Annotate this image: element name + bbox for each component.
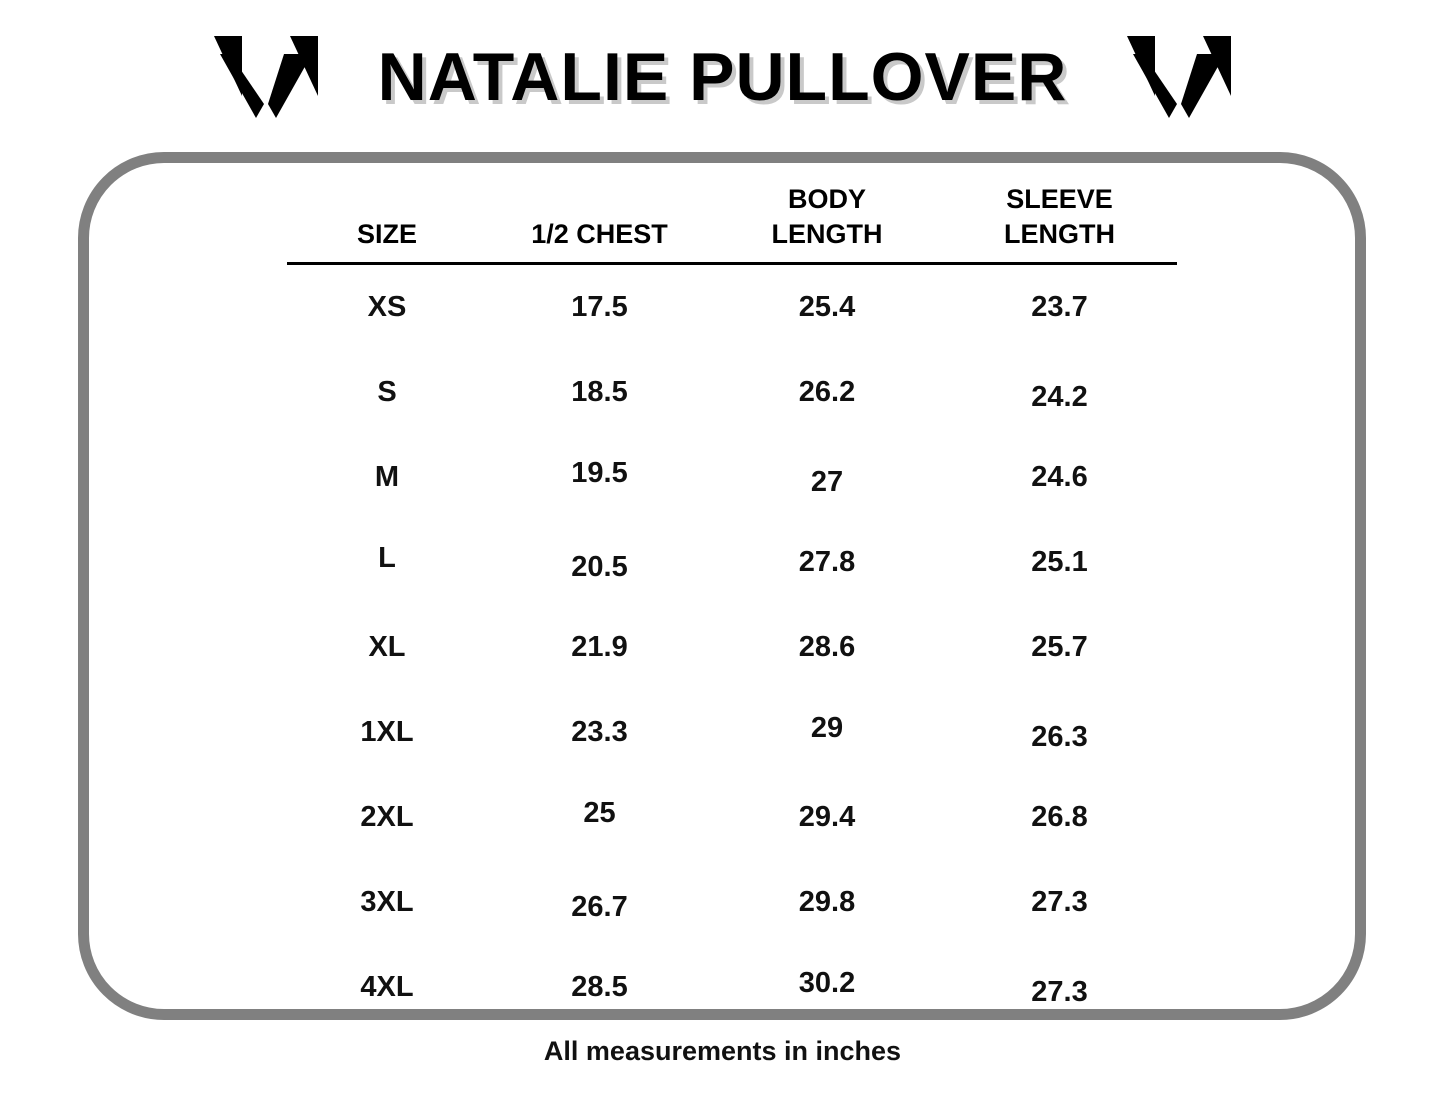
cell-body-length: 29.8 [798, 886, 856, 919]
column-header-body-length [712, 182, 942, 264]
cell-size: L [378, 542, 396, 575]
cell-body-length: 29 [810, 712, 844, 745]
column-header-size [287, 182, 487, 264]
cell-half-chest: 17.5 [571, 291, 628, 324]
cell-sleeve-length: 26.3 [1031, 721, 1088, 754]
page-title: NATALIE PULLOVER [377, 39, 1068, 115]
column-header-body-length-line-1: BODY [787, 184, 866, 214]
cell-sleeve-length: 27.3 [1031, 886, 1088, 919]
table-row [287, 945, 1177, 1030]
column-header-sleeve-length-line-1: SLEEVE [1006, 184, 1113, 214]
column-header-body-length-line-2: LENGTH [771, 219, 883, 250]
cell-sleeve-length: 25.7 [1031, 631, 1088, 664]
cell-sleeve-length: 25.1 [1031, 546, 1088, 579]
cell-body-length: 28.6 [798, 631, 856, 664]
cell-size: 3XL [360, 886, 414, 919]
cell-size: XS [367, 291, 407, 324]
table-row [287, 435, 1177, 520]
table-row [287, 690, 1177, 775]
table-row [287, 860, 1177, 945]
column-header-sleeve-length [942, 182, 1177, 264]
cell-body-length: 27 [810, 466, 844, 499]
table-header-row [287, 182, 1177, 264]
column-header-half-chest-line-1: 1/2 CHEST [531, 219, 668, 250]
column-header-sleeve-length-line-2: LENGTH [1004, 219, 1115, 250]
table-row [287, 350, 1177, 435]
cell-half-chest: 21.9 [571, 631, 628, 664]
cell-half-chest: 18.5 [571, 376, 628, 409]
page-header [0, 22, 1445, 132]
table-row [287, 264, 1177, 351]
cell-half-chest: 20.5 [571, 551, 628, 584]
cell-half-chest: 28.5 [571, 971, 628, 1004]
cell-size: 4XL [360, 971, 414, 1004]
cell-body-length: 30.2 [798, 967, 856, 1000]
measurement-note: All measurements in inches [543, 1036, 902, 1066]
cell-sleeve-length: 23.7 [1031, 291, 1088, 324]
cell-sleeve-length: 27.3 [1031, 976, 1088, 1009]
cell-body-length: 27.8 [798, 546, 856, 579]
column-header-size-line-1: SIZE [356, 219, 417, 250]
cell-sleeve-length: 24.6 [1031, 461, 1088, 494]
cell-size: M [374, 461, 400, 494]
cell-sleeve-length: 24.2 [1031, 381, 1088, 414]
cell-half-chest: 26.7 [571, 891, 628, 924]
cell-size: 2XL [360, 801, 414, 834]
cell-size: XL [368, 631, 406, 664]
cell-size: 1XL [360, 716, 414, 749]
cell-half-chest: 23.3 [571, 716, 628, 749]
column-header-half-chest [487, 182, 712, 264]
cell-body-length: 26.2 [798, 376, 856, 409]
cell-half-chest: 25 [583, 797, 616, 830]
cell-size: S [377, 376, 397, 409]
mv-logo-icon-right [1125, 34, 1233, 120]
table-row [287, 775, 1177, 860]
cell-body-length: 25.4 [798, 291, 856, 324]
table-row [287, 605, 1177, 690]
cell-sleeve-length: 26.8 [1031, 801, 1088, 834]
table-row [287, 520, 1177, 605]
size-chart-table [287, 182, 1177, 1030]
cell-body-length: 29.4 [798, 801, 856, 834]
size-chart-table-wrap [287, 182, 1177, 1030]
cell-half-chest: 19.5 [571, 457, 628, 490]
mv-logo-icon-left [212, 34, 320, 120]
